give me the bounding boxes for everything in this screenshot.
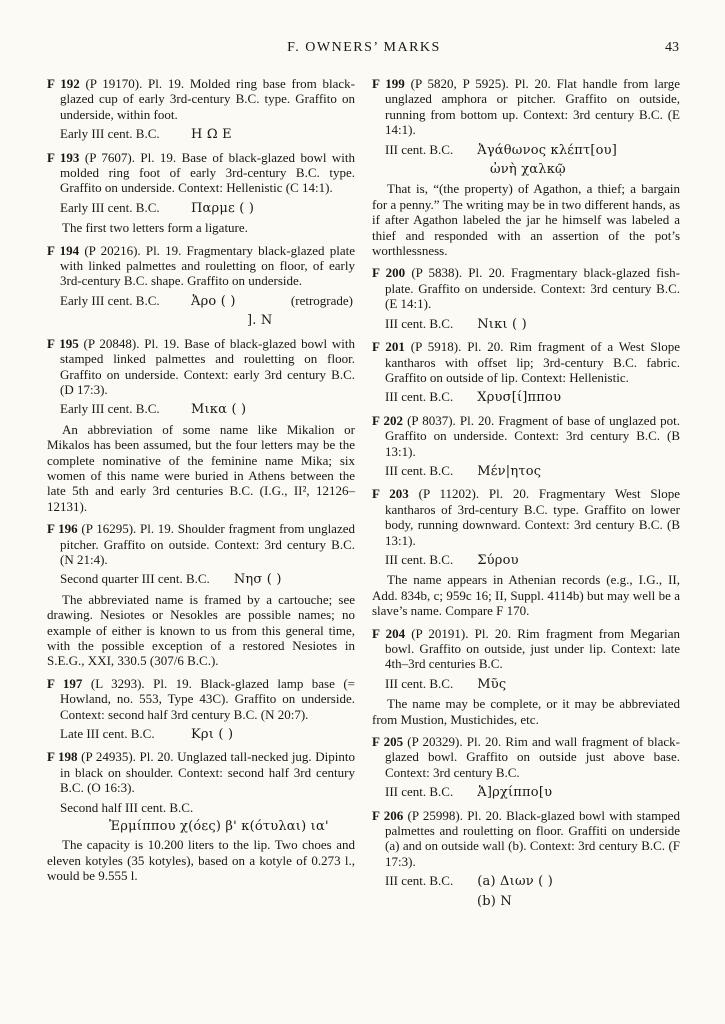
catalog-entry [372,265,680,332]
date-label: III cent. B.C. [385,784,454,800]
entry-number: F 206 [372,807,404,823]
catalog-entry [372,808,680,909]
graffito-text: Νησ ( ) [233,572,282,588]
date-graffito-line [385,463,680,479]
entry-description [372,734,680,780]
entry-body-text: (P 20329). Pl. 20. Rim and wall fragment of black-glazed bowl. Graffito on outside just above base. Context: 3rd century B.C. [385,734,681,780]
catalog-entry [372,626,680,727]
entry-number: F 204 [372,625,406,641]
entry-body-text: (P 24935). Pl. 20. Unglazed tall-necked jug. Dipinto in black on shoulder. Context: second half 3rd century B.C. (O 16:3). [60,749,356,796]
entry-description [372,76,680,138]
entry-body-text: (P 5820, P 5925). Pl. 20. Flat handle from large unglazed amphora or pitcher. Graffito on outside, running from bottom up. Context: 3rd century B.C. (E 14:1). [385,76,681,138]
retrograde-note: (retrograde) [290,292,353,308]
entry-description [47,150,355,196]
date-label: III cent. B.C. [385,462,454,478]
entry-body-text: (P 11202). Pl. 20. Fragmentary West Slope kantharos of 3rd-century B.C. type. Graffito on lower body, running downward. Context: 3rd century B.C. (B 13:1). [385,486,681,548]
graffito-text: Ἀρο ( ) [191,293,236,309]
date-graffito-line [60,571,355,587]
entry-description [372,265,680,311]
catalog-entry [47,676,355,743]
entry-description [47,76,355,122]
section-title: F. OWNERS’ MARKS [287,40,441,55]
catalog-entry [47,76,355,143]
date-graffito-line [60,200,355,216]
entry-body-text: (P 20848). Pl. 19. Base of black-glazed bowl with stamped linked palmettes and rouletting on floor. Graffito on underside. Context: early 3rd century B.C. (D 17:3). [60,335,355,397]
entry-description [372,808,680,870]
date-graffito-line [385,552,680,568]
entry-body-text: (P 20191). Pl. 20. Rim fragment from Megarian bowl. Graffito on outside, just under lip. Context: late 4th–3rd centuries B.C. [385,625,680,672]
graffito-text: Νικι ( ) [477,316,527,332]
catalog-entry [47,243,355,329]
entry-description [47,336,355,398]
entry-body-text: (P 25998). Pl. 20. Black-glazed bowl with stamped palmettes and rouletting on floor. Graffiti on underside (a) and on outside wall (b). Context: 3rd century B.C. (F 17:3). [385,807,680,869]
catalog-entry [372,734,680,801]
date-label: III cent. B.C. [385,141,454,157]
entry-description [372,413,680,459]
entry-body-text: (L 3293). Pl. 19. Black-glazed lamp base (= Howland, no. 553, Type 43C). Graffito on underside. Context: second half 3rd century B.C. (N 20:7). [60,675,355,722]
date-label: III cent. B.C. [385,675,454,691]
commentary-paragraph: That is, “(the property) of Agathon, a thief; a bargain for a penny.” The writing may be in two different hands, as if after Agathon labeled the jar he himself was labeled a thief and responded with an assertion of the pot’s worthlessness. [372,181,680,259]
entry-description [47,243,355,289]
entry-body-text: (P 8037). Pl. 20. Fragment of base of unglazed pot. Graffito on underside. Context: 3rd century B.C. (B 13:1). [385,412,680,459]
graffito-text: Χρυσ[ί]ππου [477,390,562,406]
catalog-entry [47,749,355,883]
entry-body-text: (P 5918). Pl. 20. Rim fragment of a West Slope kantharos with offset lip; 3rd-century B.C. fabric. Graffito on outside of lip. Context: Hellenistic. [385,339,680,385]
date-label: Early III cent. B.C. [60,199,160,215]
graffito-text: Η Ω Ε [191,127,232,143]
graffito-text: Παρμε ( ) [191,200,255,216]
entry-description [372,486,680,548]
two-column-text-block [47,76,681,916]
commentary-paragraph: The name appears in Athenian records (e.g., I.G., II, Add. 834b, c; 959c 16; II, Suppl. 4114b) but may well be a slave’s name. Compare F 170. [372,572,680,619]
entry-number: F 192 [47,76,80,91]
entry-number: F 205 [372,734,404,750]
graffito-text: Σύρου [477,552,519,568]
catalog-entry [47,336,355,514]
date-graffito-line [385,873,680,889]
entry-number: F 199 [372,76,405,91]
column-right [372,76,680,916]
graffito-text: (a) Διων ( ) [477,874,554,890]
page-number: 43 [665,40,679,55]
date-label: Second half III cent. B.C. [60,799,194,815]
entry-number: F 194 [47,242,80,258]
entry-body-text: (P 16295). Pl. 19. Shoulder fragment from unglazed pitcher. Graffito on outside. Context: 3rd century B.C. (N 21:4). [60,521,355,567]
entry-description [372,626,680,672]
commentary-paragraph: An abbreviation of some name like Mikalion or Mikalos has been assumed, but the four letters may be the complete nominative of the feminine name Mika; six women of this name were buried in Athens between the late 5th and early 3rd centuries B.C. (I.G., II², 12126–12131). [47,421,355,514]
commentary-paragraph: The name may be complete, or it may be abbreviated from Mustion, Mustichides, etc. [372,696,680,727]
date-graffito-line [60,293,355,309]
page-header [47,40,681,64]
entry-description [47,521,355,567]
date-label: Second quarter III cent. B.C. [60,571,210,587]
entry-number: F 195 [47,335,79,351]
date-graffito-line [60,126,355,142]
date-label: III cent. B.C. [385,389,454,405]
date-graffito-line [60,800,355,815]
catalog-entry [47,521,355,669]
catalog-entry [372,486,680,618]
graffito-text: Μῦς [477,676,507,692]
column-left [47,76,355,916]
date-graffito-line [385,316,680,332]
entry-body-text: (P 20216). Pl. 19. Fragmentary black-glazed plate with linked palmettes and rouletting on floor, of early 3rd-century B.C. shape. Graffito on underside. [60,242,355,289]
entry-number: F 203 [372,486,409,502]
date-graffito-line [60,401,355,417]
entry-description [47,676,355,722]
entry-description [47,749,355,795]
graffito-text-line2: ]. Ν [247,313,273,329]
date-label: III cent. B.C. [385,315,454,331]
entry-number: F 198 [47,749,78,765]
date-label: Early III cent. B.C. [60,401,160,417]
entry-number: F 197 [47,675,83,691]
graffito-text: Ἀ]ρχίππο[υ [477,785,553,801]
commentary-paragraph: The abbreviated name is framed by a cartouche; see drawing. Nesiotes or Nesokles are possible names; no example of either is known to us from this general time, with the possible exception of a restored Nesiotes in S.E.G., XXI, 330.5 (307/6 B.C.). [47,591,355,669]
date-label: Early III cent. B.C. [60,292,160,308]
commentary-paragraph: The first two letters form a ligature. [62,220,248,236]
date-label: Late III cent. B.C. [60,726,155,742]
entry-body-text: (P 7607). Pl. 19. Base of black-glazed bowl with molded ring foot of early 3rd-century B.C. type. Graffito on underside. Context: Hellenistic (C 14:1). [60,149,355,196]
graffito-text-line2: (b) Ν [477,893,512,909]
entry-number: F 200 [372,265,406,281]
catalog-entry [372,413,680,480]
date-graffito-line [385,389,680,405]
catalog-entry [372,76,680,258]
graffito-text: Κρι ( ) [191,727,234,743]
date-graffito-line [385,142,680,158]
entry-body-text: (P 19170). Pl. 19. Molded ring base from black-glazed cup of early 3rd-century B.C. type. Graffito on underside, within foot. [60,76,356,122]
date-label: III cent. B.C. [385,873,454,889]
graffito-text: Ἐρμίππου χ(όες) β' κ(ότυλαι) ια' [109,819,329,835]
entry-description [372,339,680,385]
graffito-text: Μικα ( ) [191,402,247,418]
catalog-entry [372,339,680,406]
entry-number: F 201 [372,339,405,355]
entry-number: F 196 [47,521,78,537]
date-graffito-line [385,676,680,692]
date-graffito-line [60,726,355,742]
catalog-entry [47,150,355,236]
date-label: Early III cent. B.C. [60,126,160,142]
date-label: III cent. B.C. [385,551,454,567]
date-graffito-line [385,784,680,800]
graffito-text: Ἀγάθωνος κλέπτ[ου] [477,142,618,158]
entry-body-text: (P 5838). Pl. 20. Fragmentary black-glazed fish-plate. Graffito on underside. Context: 3rd century B.C. (E 14:1). [385,265,680,312]
graffito-text-line2: ὠνὴ χαλκῷ [490,162,566,178]
entry-number: F 193 [47,149,80,165]
commentary-paragraph: The capacity is 10.200 liters to the lip. Two choes and eleven kotyles (35 kotyles), based on a kotyle of 0.273 l., would be 9.555 l. [47,837,355,884]
entry-number: F 202 [372,412,404,428]
graffito-text: Μέν|ητος [477,463,542,479]
